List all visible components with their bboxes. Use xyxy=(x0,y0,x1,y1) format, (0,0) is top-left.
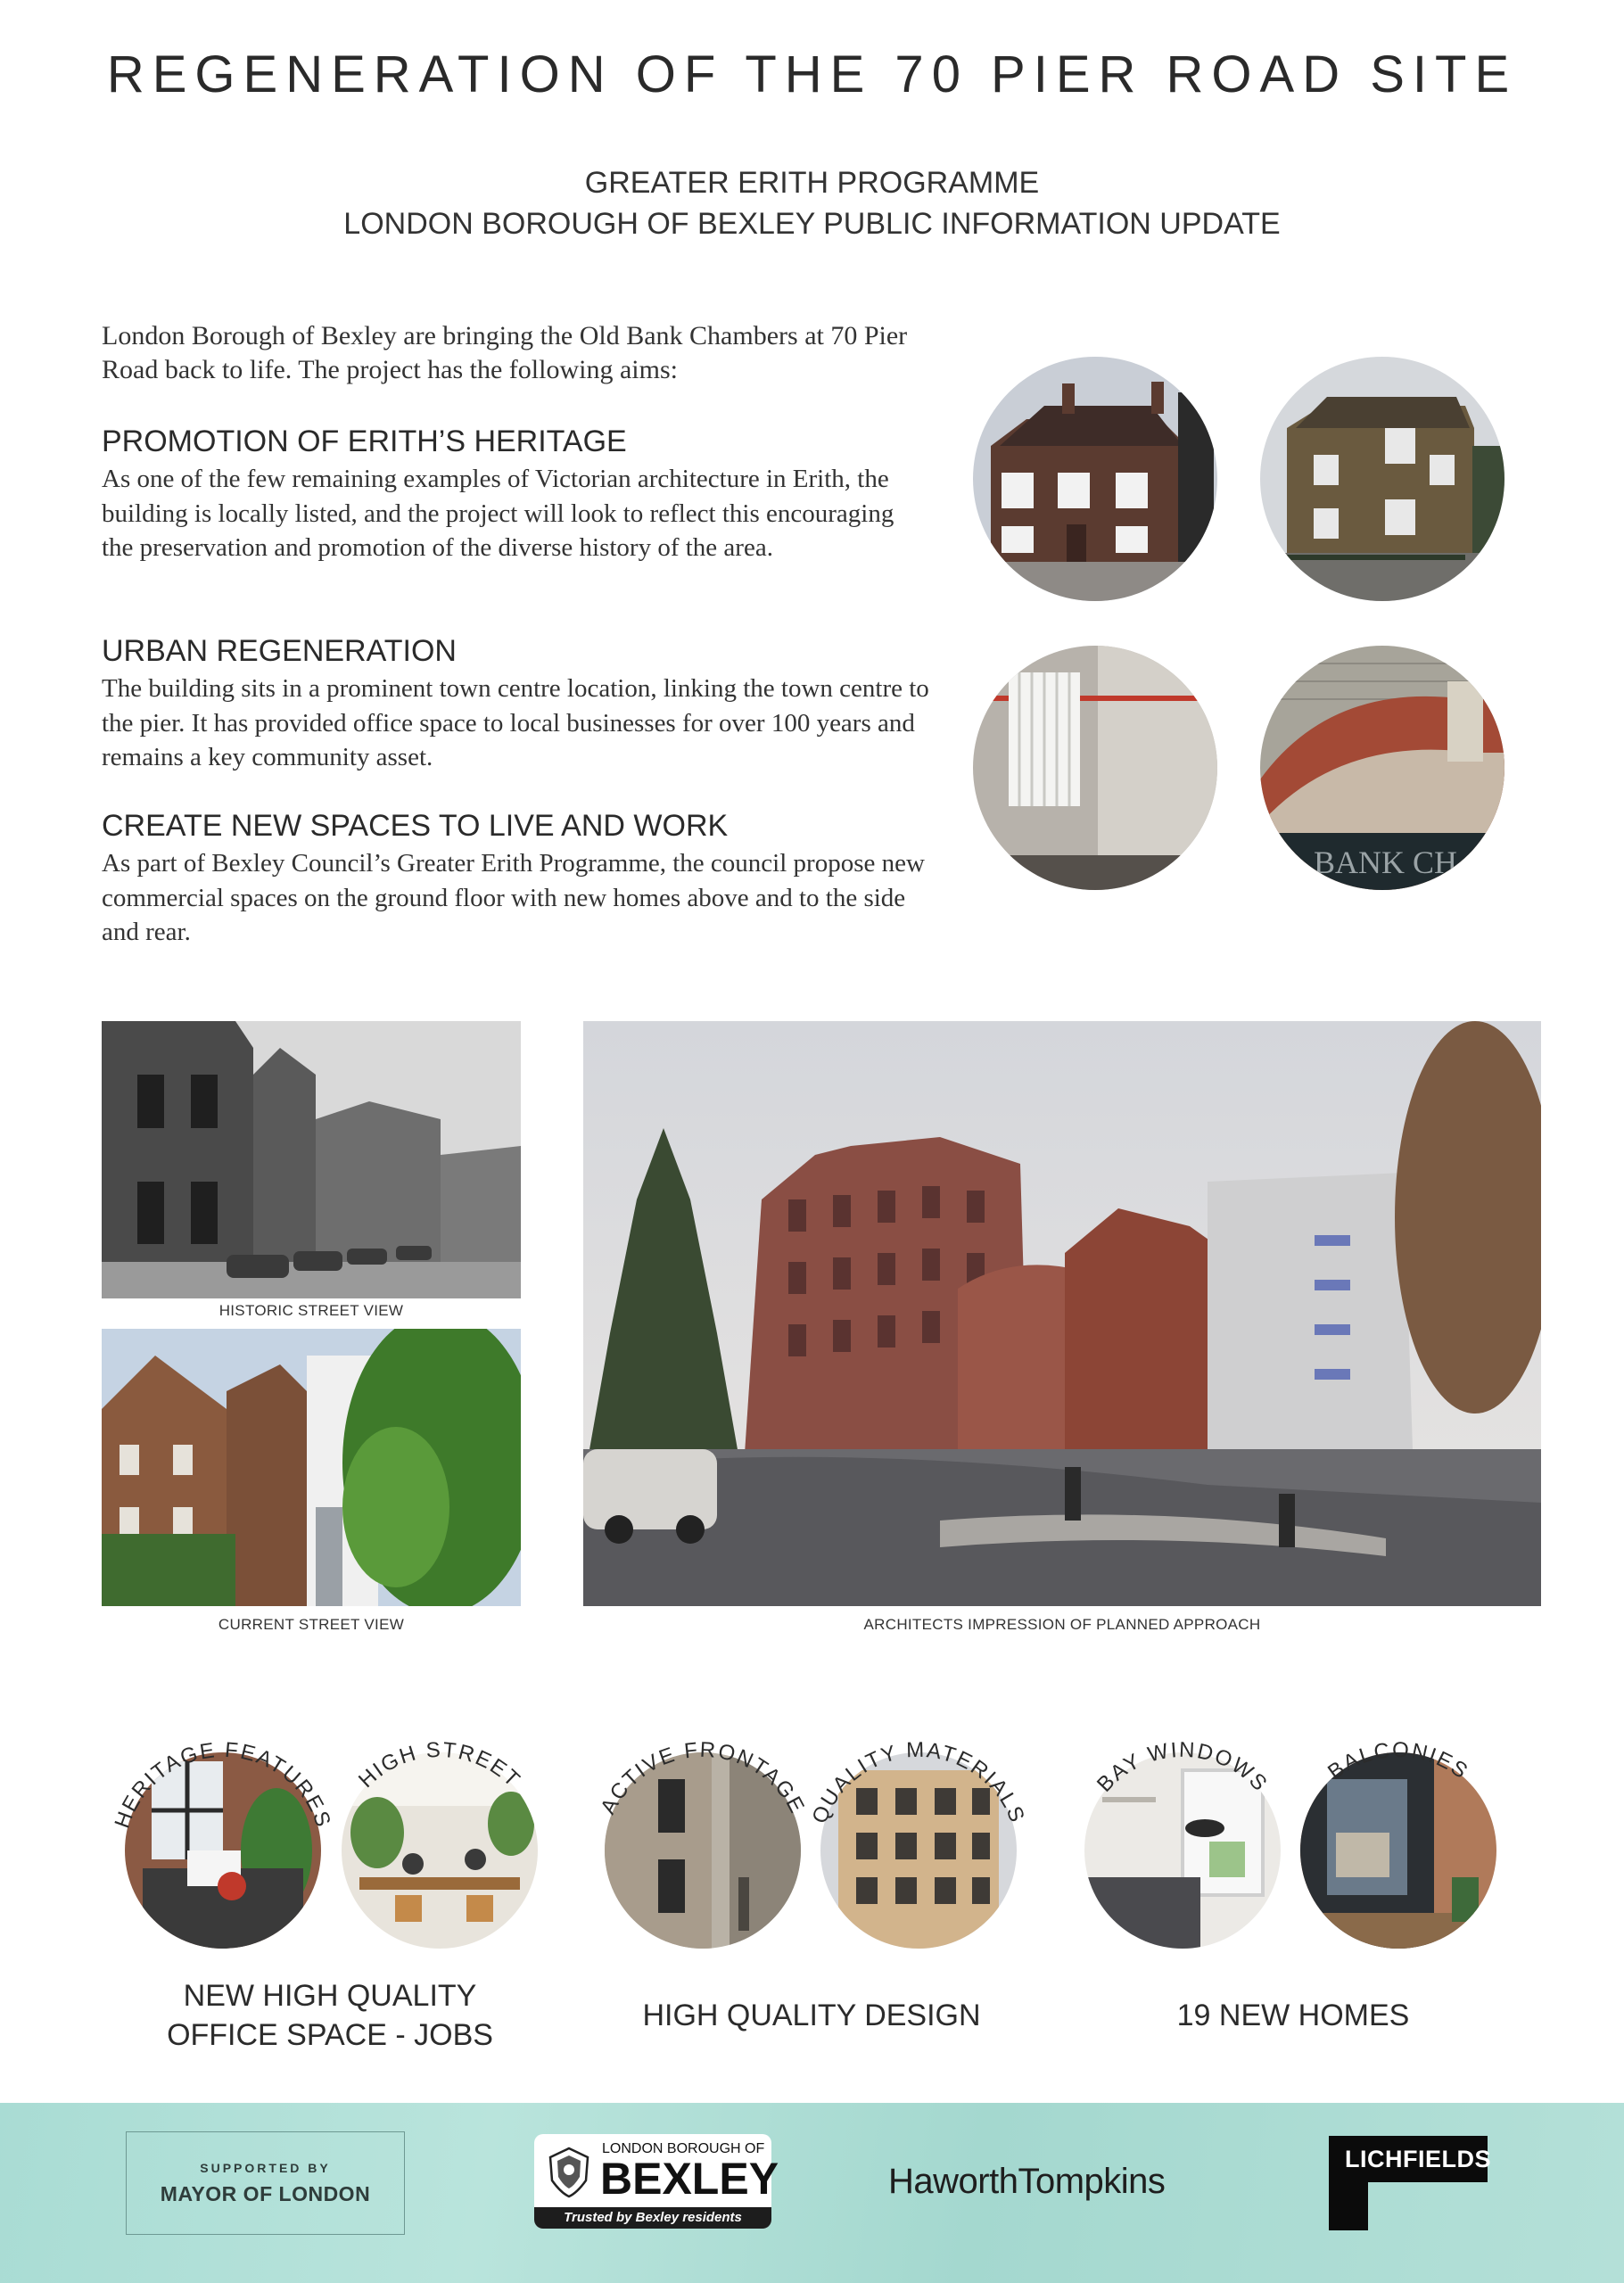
impression-caption: ARCHITECTS IMPRESSION OF PLANNED APPROACH xyxy=(863,1616,1261,1633)
mayor-of-london-logo xyxy=(126,2131,405,2235)
bexley-logo xyxy=(534,2134,779,2229)
section-body-new-spaces: As part of Bexley Council’s Greater Erith Programme, the council propose new commercial spaces on the ground floor with new homes above and to the side and rear. xyxy=(102,849,925,946)
historic-caption: HISTORIC STREET VIEW xyxy=(218,1302,404,1319)
svg-text:QUALITY MATERIALS: QUALITY MATERIALS xyxy=(807,1737,1030,1827)
bexley-crest-icon xyxy=(541,2145,597,2200)
section-heading-heritage: PROMOTION OF ERITH’S HERITAGE xyxy=(102,424,627,458)
bank-chambers-sign-text: BANK CH xyxy=(1314,845,1458,880)
section-body-heritage: As one of the few remaining examples of Victorian architecture in Erith, the building is locally listed, and the project will look to reflect this encouraging the preservation and promotion of the diverse history of the area. xyxy=(102,465,894,562)
bank-front-photo xyxy=(973,357,1217,601)
historic-street-photo xyxy=(102,1021,521,1298)
bay-windows-arc-label xyxy=(1058,1721,1307,1864)
bexley-name: BEXLEY xyxy=(600,2154,779,2204)
office-space-label-line1: NEW HIGH QUALITY xyxy=(183,1979,477,2013)
section-body-regeneration: The building sits in a prominent town centre location, linking the town centre to the pier. It has provided office space to local businesses for over 100 years and remains a key community asset. xyxy=(102,674,929,771)
subtitle-update: LONDON BOROUGH OF BEXLEY PUBLIC INFORMATION UPDATE xyxy=(343,207,1281,241)
svg-text:BALCONIES: BALCONIES xyxy=(1323,1737,1473,1784)
mayor-name: MAYOR OF LONDON xyxy=(160,2182,371,2205)
current-caption: CURRENT STREET VIEW xyxy=(218,1616,405,1633)
svg-text:ACTIVE FRONTAGE: ACTIVE FRONTAGE xyxy=(596,1737,810,1818)
interior-window-photo xyxy=(973,646,1217,890)
svg-text:HERITAGE FEATURES: HERITAGE FEATURES xyxy=(110,1737,336,1832)
office-space-label-line2: OFFICE SPACE - JOBS xyxy=(167,2018,493,2052)
bexley-borough-text: LONDON BOROUGH OF xyxy=(602,2141,765,2156)
quality-materials-arc-label xyxy=(794,1721,1043,1864)
section-heading-new-spaces: CREATE NEW SPACES TO LIVE AND WORK xyxy=(102,809,729,843)
page-subtitle xyxy=(0,162,1624,244)
subtitle-programme: GREATER ERITH PROGRAMME xyxy=(584,166,1040,200)
svg-text:BAY WINDOWS: BAY WINDOWS xyxy=(1092,1737,1274,1797)
svg-text:HIGH STREET: HIGH STREET xyxy=(353,1737,526,1793)
architects-impression-photo xyxy=(583,1021,1541,1606)
page-title: REGENERATION OF THE 70 PIER ROAD SITE xyxy=(106,45,1518,103)
section-heading-regeneration: URBAN REGENERATION xyxy=(102,634,457,668)
high-quality-design-label: HIGH QUALITY DESIGN xyxy=(642,1999,981,2032)
bexley-tagline: Trusted by Bexley residents xyxy=(534,2207,771,2229)
office-space-label xyxy=(116,1976,544,2055)
lichfields-name: LICHFIELDS xyxy=(1329,2136,1488,2182)
mayor-supported-by: SUPPORTED BY xyxy=(200,2161,331,2175)
bank-rear-photo xyxy=(1260,357,1504,601)
haworth-tompkins-logo: HaworthTompkins xyxy=(888,2162,1166,2201)
balconies-arc-label xyxy=(1274,1721,1523,1864)
lichfields-bar-shape xyxy=(1329,2182,1368,2230)
lichfields-logo xyxy=(1329,2136,1491,2230)
current-street-photo xyxy=(102,1329,521,1606)
new-homes-label: 19 NEW HOMES xyxy=(1176,1999,1410,2032)
heritage-features-arc-label xyxy=(98,1721,348,1864)
active-frontage-arc-label xyxy=(578,1721,828,1864)
doorway-arch-photo xyxy=(1260,646,1504,890)
high-street-arc-label xyxy=(315,1721,565,1864)
intro-text: London Borough of Bexley are bringing the Old Bank Chambers at 70 Pier Road back to life. The project has the following aims: xyxy=(102,321,908,384)
